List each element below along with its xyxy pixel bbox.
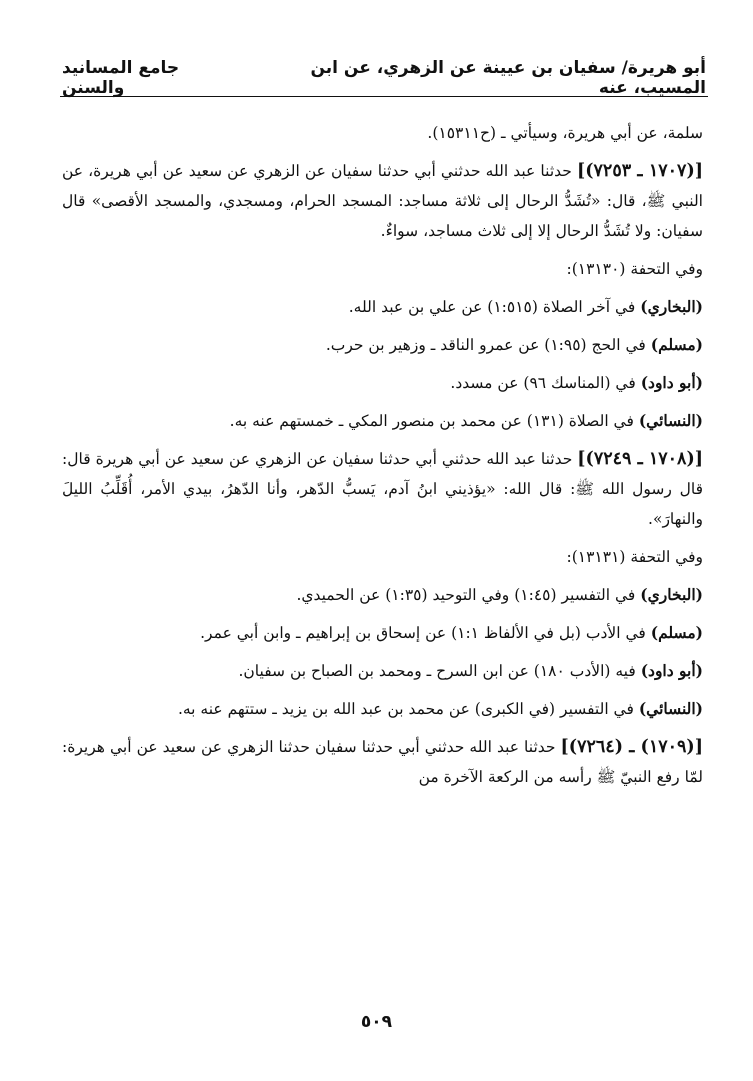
hadith-text: حدثنا عبد الله حدثني أبي حدثنا سفيان حدثنا الزهري عن سعيد عن أبي هريرة: لمّا رفع النبيّ ﷺ رأسه من الركعة الآخرة من xyxy=(62,738,703,786)
reference-source: (البخاري) xyxy=(640,585,703,604)
tuhfa-line: وفي التحفة (١٣١٣١): xyxy=(566,548,703,566)
reference-line xyxy=(62,292,703,322)
reference-line xyxy=(62,580,703,610)
reference-detail: فيه (الأدب ١٨٠) عن ابن السرح ـ ومحمد بن الصباح بن سفيان. xyxy=(238,662,636,680)
reference-detail: في التفسير (في الكبرى) عن محمد بن عبد الله بن يزيد ـ ستتهم عنه به. xyxy=(177,700,634,718)
reference-source: (النسائي) xyxy=(638,699,703,718)
reference-line xyxy=(62,694,703,724)
continuation-text: سلمة، عن أبي هريرة، وسيأتي ـ (ح١٥٣١١). xyxy=(427,124,703,142)
reference-detail: في الصلاة (١٣١) عن محمد بن منصور المكي ـ خمستهم عنه به. xyxy=(229,412,634,430)
hadith-number: [(١٧٠٩) ـ (٧٢٦٤)] xyxy=(560,737,703,757)
reference-source: (مسلم) xyxy=(650,623,703,642)
reference-line xyxy=(62,618,703,648)
reference-line xyxy=(62,368,703,398)
reference-source: (أبو داود) xyxy=(640,661,703,680)
reference-source: (أبو داود) xyxy=(640,373,703,392)
hadith-1709 xyxy=(62,732,703,792)
reference-detail: في الحج (١:٩٥) عن عمرو الناقد ـ وزهير بن حرب. xyxy=(325,336,646,354)
reference-detail: في الأدب (بل في الألفاظ ١:١) عن إسحاق بن إبراهيم ـ وابن أبي عمر. xyxy=(200,624,646,642)
reference-detail: في آخر الصلاة (١:٥١٥) عن علي بن عبد الله. xyxy=(348,298,636,316)
reference-line xyxy=(62,656,703,686)
reference-line xyxy=(62,330,703,360)
page-number: ٥٠٩ xyxy=(360,1012,393,1032)
running-header xyxy=(62,60,706,96)
reference-source: (مسلم) xyxy=(650,335,703,354)
reference-detail: في (المناسك ٩٦) عن مسدد. xyxy=(450,374,636,392)
reference-line xyxy=(62,406,703,436)
hadith-text: حدثنا عبد الله حدثني أبي حدثنا سفيان عن الزهري عن سعيد عن أبي هريرة قال: قال رسول الله ﷺ: قال الله: «يؤذيني ابنُ آدم، يَسبُّ الدّهر، وأنا الدّهرُ، بيدي الأمر، أُقَلِّبُ الليلَ والنهارَ». xyxy=(62,450,703,528)
page-body xyxy=(62,118,703,800)
header-chain-title: أبو هريرة/ سفيان بن عيينة عن الزهري، عن ابن المسيب، عنه xyxy=(310,58,706,98)
header-book-title: جامع المسانيد والسنن xyxy=(62,58,180,98)
tuhfa-line: وفي التحفة (١٣١٣٠): xyxy=(566,260,703,278)
hadith-text: حدثنا عبد الله حدثني أبي حدثنا سفيان عن الزهري عن سعيد عن أبي هريرة، عن النبي ﷺ، قال: «تُشَدُّ الرحال إلى ثلاثة مساجد: المسجد الحرام، ومسجدي، والمسجد الأقصى» قال سفيان: ولا تُشَدُّ الرحال إلا إلى ثلاث مساجد، سواءٌ. xyxy=(62,162,703,240)
reference-detail: في التفسير (١:٤٥) وفي التوحيد (١:٣٥) عن الحميدي. xyxy=(296,586,636,604)
hadith-1707 xyxy=(62,156,703,436)
reference-source: (البخاري) xyxy=(640,297,703,316)
hadith-1708 xyxy=(62,444,703,724)
reference-source: (النسائي) xyxy=(638,411,703,430)
hadith-number: [(١٧٠٨ ـ ٧٢٤٩)] xyxy=(577,449,703,469)
hadith-number: [(١٧٠٧ ـ ٧٢٥٣)] xyxy=(576,161,703,181)
header-divider xyxy=(60,96,708,97)
